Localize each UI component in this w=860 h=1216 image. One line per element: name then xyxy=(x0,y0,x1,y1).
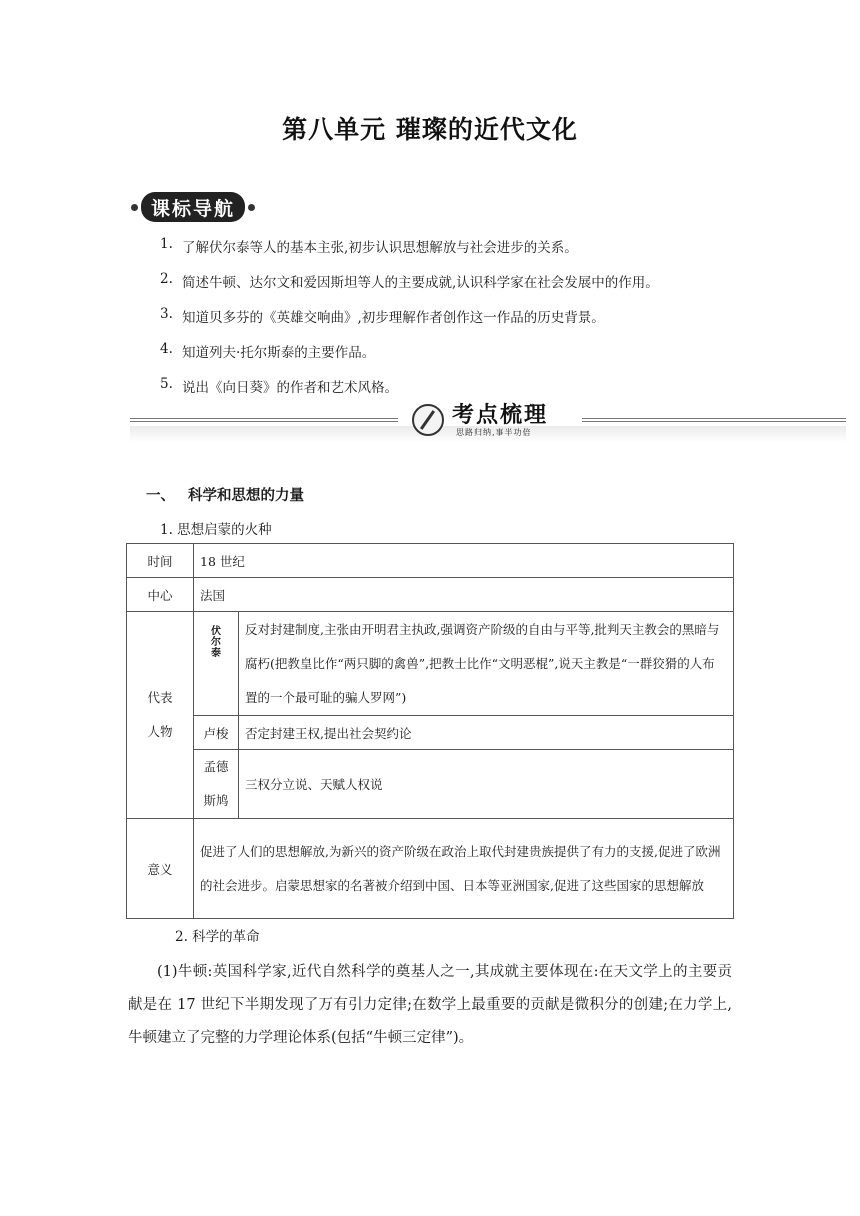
goal-item xyxy=(160,236,659,271)
goal-item xyxy=(160,271,659,306)
curriculum-guide-banner xyxy=(128,192,258,222)
divider-line xyxy=(130,418,398,422)
page-title: 第八单元 璀璨的近代文化 xyxy=(282,115,578,144)
table-row xyxy=(127,716,734,750)
subsection-heading: 1. 思想启蒙的火种 xyxy=(160,522,272,538)
time-value: 18 世纪 xyxy=(194,544,734,578)
section-heading xyxy=(146,484,304,505)
meaning-label: 意义 xyxy=(127,819,194,919)
center-label: 中心 xyxy=(127,578,194,612)
table-row xyxy=(127,819,734,919)
meaning-text: 促进了人们的思想解放,为新兴的资产阶级在政治上取代封建贵族提供了有力的支援,促进了欧洲的社会进步。启蒙思想家的名著被介绍到中国、日本等亚洲国家,促进了这些国家的思想解放 xyxy=(194,819,734,919)
voltaire-text: 反对封建制度,主张由开明君主执政,强调资产阶级的自由与平等,批判天主教会的黑暗与腐朽(把教皇比作“两只脚的禽兽”,把教士比作“文明恶棍”,说天主教是“一群狡猾的人布置的一个最可耻的骗人罗网”) xyxy=(239,612,734,716)
curriculum-guide-label: 课标导航 xyxy=(141,192,245,222)
table-row xyxy=(127,612,734,716)
rousseau-text: 否定封建王权,提出社会契约论 xyxy=(239,716,734,750)
section-number: 一、 xyxy=(146,488,175,504)
goal-list xyxy=(160,236,659,411)
key-points-title: 考点梳理 xyxy=(452,403,549,428)
montesquieu-text: 三权分立说、天赋人权说 xyxy=(239,750,734,819)
goal-text: 知道列夫·托尔斯泰的主要作品。 xyxy=(182,345,376,361)
time-label: 时间 xyxy=(127,544,194,578)
representatives-label-line: 代表 xyxy=(147,690,173,705)
table-row xyxy=(127,750,734,819)
dot-icon xyxy=(131,204,138,211)
rousseau-name: 卢梭 xyxy=(194,716,239,750)
voltaire-seal: 伏尔泰 xyxy=(211,626,221,659)
dot-icon xyxy=(248,204,255,211)
goal-item xyxy=(160,306,659,341)
goal-number: 3. xyxy=(160,306,173,322)
subsection-heading: 2. 科学的革命 xyxy=(175,929,260,945)
goal-item xyxy=(160,341,659,376)
goal-text: 了解伏尔泰等人的基本主张,初步认识思想解放与社会进步的关系。 xyxy=(182,240,578,256)
table-row xyxy=(127,578,734,612)
key-points-subtitle: 思路归纳,事半功倍 xyxy=(456,428,532,437)
goal-text: 知道贝多芬的《英雄交响曲》,初步理解作者创作这一作品的历史背景。 xyxy=(182,310,605,326)
key-points-banner xyxy=(130,398,846,442)
montesquieu-name xyxy=(194,750,239,819)
goal-text: 简述牛顿、达尔文和爱因斯坦等人的主要成就,认识科学家在社会发展中的作用。 xyxy=(182,275,659,291)
newton-paragraph: (1)牛顿:英国科学家,近代自然科学的奠基人之一,其成就主要体现在:在天文学上的主要贡献是在 17 世纪下半期发现了万有引力定律;在数学上最重要的贡献是微积分的创建;在力学上,牛顿建立了完整的力学理论体系(包括“牛顿三定律”)。 xyxy=(128,964,732,1046)
goal-number: 1. xyxy=(160,236,173,252)
center-value: 法国 xyxy=(194,578,734,612)
section-title: 科学和思想的力量 xyxy=(188,488,304,504)
montesquieu-name-line: 孟德 xyxy=(203,759,229,774)
enlightenment-table xyxy=(126,543,734,919)
voltaire-cell xyxy=(194,612,239,716)
representatives-label-line: 人物 xyxy=(147,724,173,739)
goal-number: 4. xyxy=(160,341,173,357)
compass-icon xyxy=(412,404,444,436)
divider-line xyxy=(582,418,846,422)
montesquieu-name-line: 斯鸠 xyxy=(203,793,229,808)
table-row xyxy=(127,544,734,578)
representatives-label xyxy=(127,612,194,819)
goal-number: 2. xyxy=(160,271,173,287)
goal-text: 说出《向日葵》的作者和艺术风格。 xyxy=(182,380,398,396)
goal-number: 5. xyxy=(160,376,173,392)
